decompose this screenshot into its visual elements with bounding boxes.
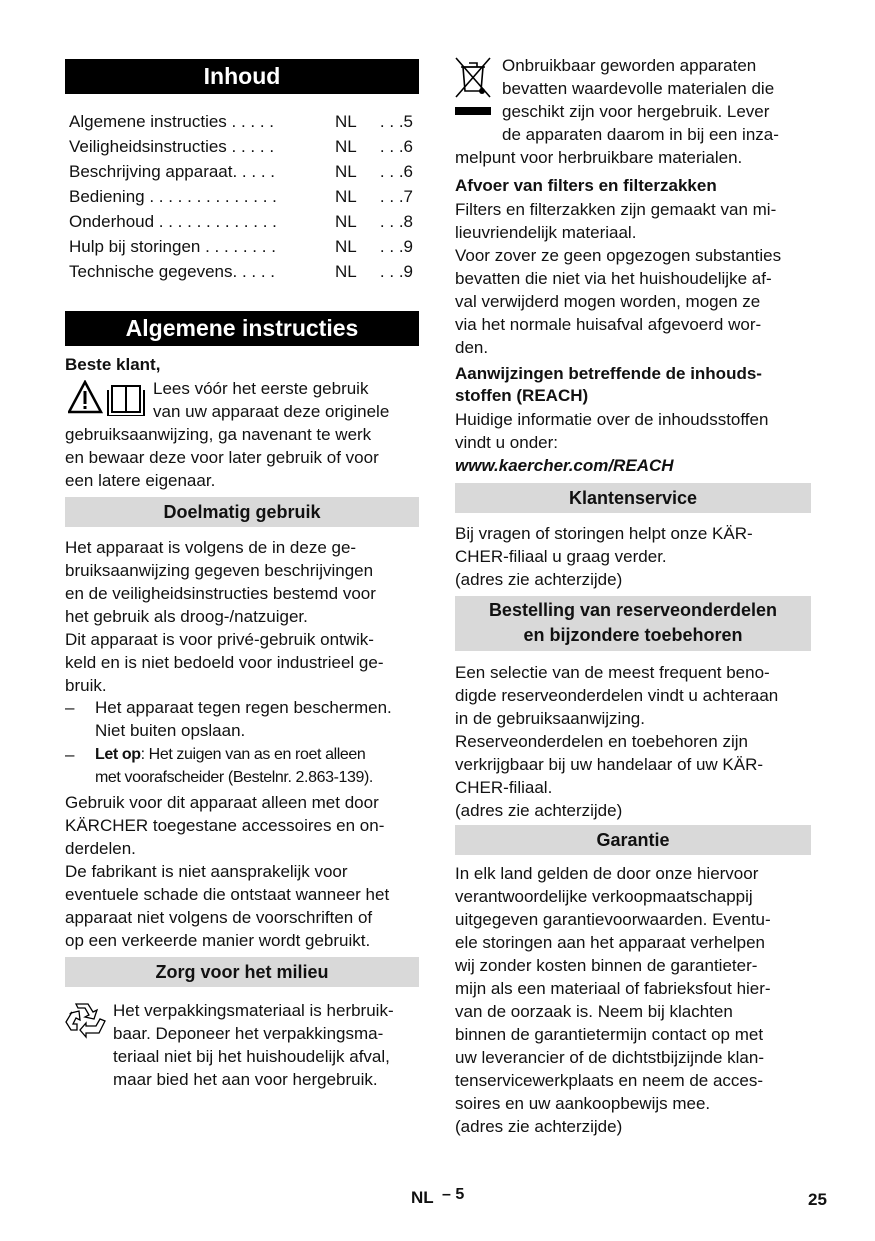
warning-text — [153, 377, 389, 423]
paragraph — [455, 408, 768, 454]
text-line: maar bied het aan voor hergebruik. — [113, 1070, 378, 1089]
toc-label: Veiligheidsinstructies . . . . . — [69, 137, 275, 156]
text-line: tenservicewerkplaats en neem de acces- — [455, 1071, 764, 1090]
text-line: De fabrikant is niet aansprakelijk voor — [65, 862, 348, 881]
section-heading-doelmatig-gebruik: Doelmatig gebruik — [65, 497, 419, 527]
text-line: Onbruikbaar geworden apparaten — [502, 56, 757, 75]
text-line: baar. Deponeer het verpakkingsma- — [113, 1024, 384, 1043]
text-line: (adres zie achterzijde) — [455, 570, 623, 589]
section-heading-algemene-instructies: Algemene instructies — [65, 311, 419, 346]
paragraph — [455, 661, 778, 822]
section-heading-garantie: Garantie — [455, 825, 811, 855]
text-line: Niet buiten opslaan. — [95, 721, 246, 740]
toc-label: Onderhoud . . . . . . . . . . . . . — [69, 212, 277, 231]
toc-label: Algemene instructies . . . . . — [69, 112, 275, 131]
text-line: Het verpakkingsmateriaal is herbruik- — [113, 1001, 394, 1020]
toc-row[interactable] — [69, 134, 413, 159]
warning-and-manual-icon — [68, 380, 150, 416]
text-line: eventuele schade die ontstaat wanneer het — [65, 885, 390, 904]
weee-bin-icon — [453, 55, 493, 119]
toc-page: . . .9 — [379, 262, 413, 281]
text-line: Reserveonderdelen en toebehoren zijn — [455, 732, 748, 751]
text-line: teriaal niet bij het huishoudelijk afval, — [113, 1047, 390, 1066]
text-line: bevatten waardevolle materialen die — [502, 79, 775, 98]
text-line: Het apparaat tegen regen beschermen. — [95, 698, 392, 717]
toc-page: . . .6 — [379, 162, 413, 181]
text-line: mijn als een materiaal of fabrieksfout hier- — [455, 979, 771, 998]
text-line: stoffen (REACH) — [455, 386, 589, 405]
toc-lang: NL — [335, 237, 357, 256]
toc-page: . . .9 — [379, 237, 413, 256]
footer-lang: NL — [411, 1188, 434, 1207]
toc-lang: NL — [335, 162, 357, 181]
text-line: het gebruik als droog-/natzuiger. — [65, 607, 308, 626]
text-line: verkrijgbaar bij uw handelaar of uw KÄR- — [455, 755, 764, 774]
toc-row[interactable] — [69, 109, 413, 134]
text-line: Dit apparaat is voor privé-gebruik ontwik- — [65, 630, 374, 649]
paragraph — [455, 862, 771, 1138]
text-line: Aanwijzingen betreffende de inhouds- — [455, 364, 762, 383]
toc-lang: NL — [335, 112, 357, 131]
section-heading-klantenservice: Klantenservice — [455, 483, 811, 513]
heading-line: en bijzondere toebehoren — [523, 625, 743, 645]
text-line: Een selectie van de meest frequent beno- — [455, 663, 770, 682]
text-line: lieuvriendelijk materiaal. — [455, 223, 637, 242]
text-line: CHER-filiaal u graag verder. — [455, 547, 667, 566]
text-line: geschikt zijn voor hergebruik. Lever — [502, 102, 770, 121]
text-line: Voor zover ze geen opgezogen substanties — [455, 246, 782, 265]
toc-page: . . .7 — [379, 187, 413, 206]
text-line: Bij vragen of storingen helpt onze KÄR- — [455, 524, 753, 543]
toc-row[interactable] — [69, 234, 413, 259]
section-heading-bestelling — [455, 596, 811, 651]
text-line: den. — [455, 338, 489, 357]
toc-lang: NL — [335, 137, 357, 156]
text-line: derdelen. — [65, 839, 136, 858]
text-line: bruik. — [65, 676, 107, 695]
heading-line: Bestelling van reserveonderdelen — [488, 600, 778, 620]
text-line: de apparaten daarom in bij een inza- — [502, 125, 779, 144]
toc-page: . . .5 — [379, 112, 413, 131]
paragraph — [113, 999, 394, 1091]
text-line: van de oorzaak is. Neem bij klachten — [455, 1002, 733, 1021]
text-line: In elk land gelden de door onze hiervoor — [455, 864, 759, 883]
footer-page-label: – 5 — [442, 1186, 465, 1203]
text: met voorafscheider (Bestelnr. 2.863-139). — [95, 769, 373, 786]
text-line: keld en is niet bedoeld voor industrieel ge- — [65, 653, 384, 672]
text-line: uw leverancier of de dichtstbijzijnde klan- — [455, 1048, 764, 1067]
page-number: 25 — [808, 1190, 827, 1209]
subheading: Afvoer van filters en filterzakken — [455, 176, 717, 195]
paragraph — [65, 791, 384, 860]
text-line: CHER-filiaal. — [455, 778, 553, 797]
paragraph — [455, 244, 781, 359]
text-line: bruiksaanwijzing gegeven beschrijvingen — [65, 561, 374, 580]
text-line: in de gebruiksaanwijzing. — [455, 709, 645, 728]
bold-label: Let op — [95, 746, 141, 763]
text-line: digde reserveonderdelen vindt u achteraan — [455, 686, 779, 705]
text-line: Filters en filterzakken zijn gemaakt van mi- — [455, 200, 777, 219]
text-line: gebruiksaanwijzing, ga navenant te werk — [65, 425, 372, 444]
bullet-dash: – — [65, 745, 75, 764]
paragraph — [65, 860, 389, 952]
bullet-item — [95, 743, 373, 789]
text-line: ele storingen aan het apparaat verhelpen — [455, 933, 766, 952]
toc-row[interactable] — [69, 159, 413, 184]
reach-link[interactable]: www.kaercher.com/REACH — [455, 456, 674, 475]
toc-label: Technische gegevens. . . . . — [69, 262, 276, 281]
toc-page: . . .6 — [379, 137, 413, 156]
greeting: Beste klant, — [65, 355, 161, 374]
text-line: wij zonder kosten binnen de garantieter- — [455, 956, 758, 975]
warning-text-continued — [65, 423, 379, 492]
text-line: vindt u onder: — [455, 433, 559, 452]
text-line: via het normale huisafval afgevoerd wor- — [455, 315, 762, 334]
text-line: een latere eigenaar. — [65, 471, 216, 490]
subheading — [455, 363, 762, 407]
text-line: KÄRCHER toegestane accessoires en on- — [65, 816, 385, 835]
text-line: verantwoordelijke verkoopmaatschappij — [455, 887, 753, 906]
text-line: bevatten die niet via het huishoudelijke af- — [455, 269, 772, 288]
text-line: uitgegeven garantievoorwaarden. Eventu- — [455, 910, 771, 929]
toc-label: Bediening . . . . . . . . . . . . . . — [69, 187, 277, 206]
toc-label: Hulp bij storingen . . . . . . . . — [69, 237, 276, 256]
text-line: Huidige informatie over de inhoudsstoffen — [455, 410, 769, 429]
text-line: Het apparaat is volgens de in deze ge- — [65, 538, 357, 557]
text-line: soires en uw aankoopbewijs mee. — [455, 1094, 711, 1113]
toc-lang: NL — [335, 212, 357, 231]
section-heading-milieu: Zorg voor het milieu — [65, 957, 419, 987]
text-line: en de veiligheidsinstructies bestemd voor — [65, 584, 376, 603]
bullet-dash: – — [65, 698, 75, 717]
text-line: (adres zie achterzijde) — [455, 1117, 623, 1136]
toc-heading: Inhoud — [65, 59, 419, 94]
text-line: val verwijderd mogen worden, mogen ze — [455, 292, 761, 311]
toc-lang: NL — [335, 187, 357, 206]
text-line: van uw apparaat deze originele — [153, 402, 390, 421]
text-line: apparaat niet volgens de voorschriften of — [65, 908, 373, 927]
bullet-item — [95, 696, 392, 742]
text-line: Lees vóór het eerste gebruik — [153, 379, 369, 398]
text-line: Gebruik voor dit apparaat alleen met door — [65, 793, 379, 812]
recycle-icon — [64, 1000, 106, 1040]
toc-row[interactable] — [69, 184, 413, 209]
paragraph — [65, 536, 383, 697]
text-line: binnen de garantietermijn contact op met — [455, 1025, 764, 1044]
toc-label: Beschrijving apparaat. . . . . — [69, 162, 275, 181]
toc-row[interactable] — [69, 209, 413, 234]
toc-row[interactable] — [69, 259, 413, 284]
paragraph — [455, 198, 776, 244]
text-line: en bewaar deze voor later gebruik of voor — [65, 448, 379, 467]
toc-lang: NL — [335, 262, 357, 281]
toc-page: . . .8 — [379, 212, 413, 231]
text-line: op een verkeerde manier wordt gebruikt. — [65, 931, 371, 950]
paragraph — [502, 54, 779, 146]
text: : Het zuigen van as en roet alleen — [140, 746, 366, 763]
text-line: (adres zie achterzijde) — [455, 801, 623, 820]
paragraph — [455, 522, 753, 591]
paragraph-continued: melpunt voor herbruikbare materialen. — [455, 148, 743, 167]
